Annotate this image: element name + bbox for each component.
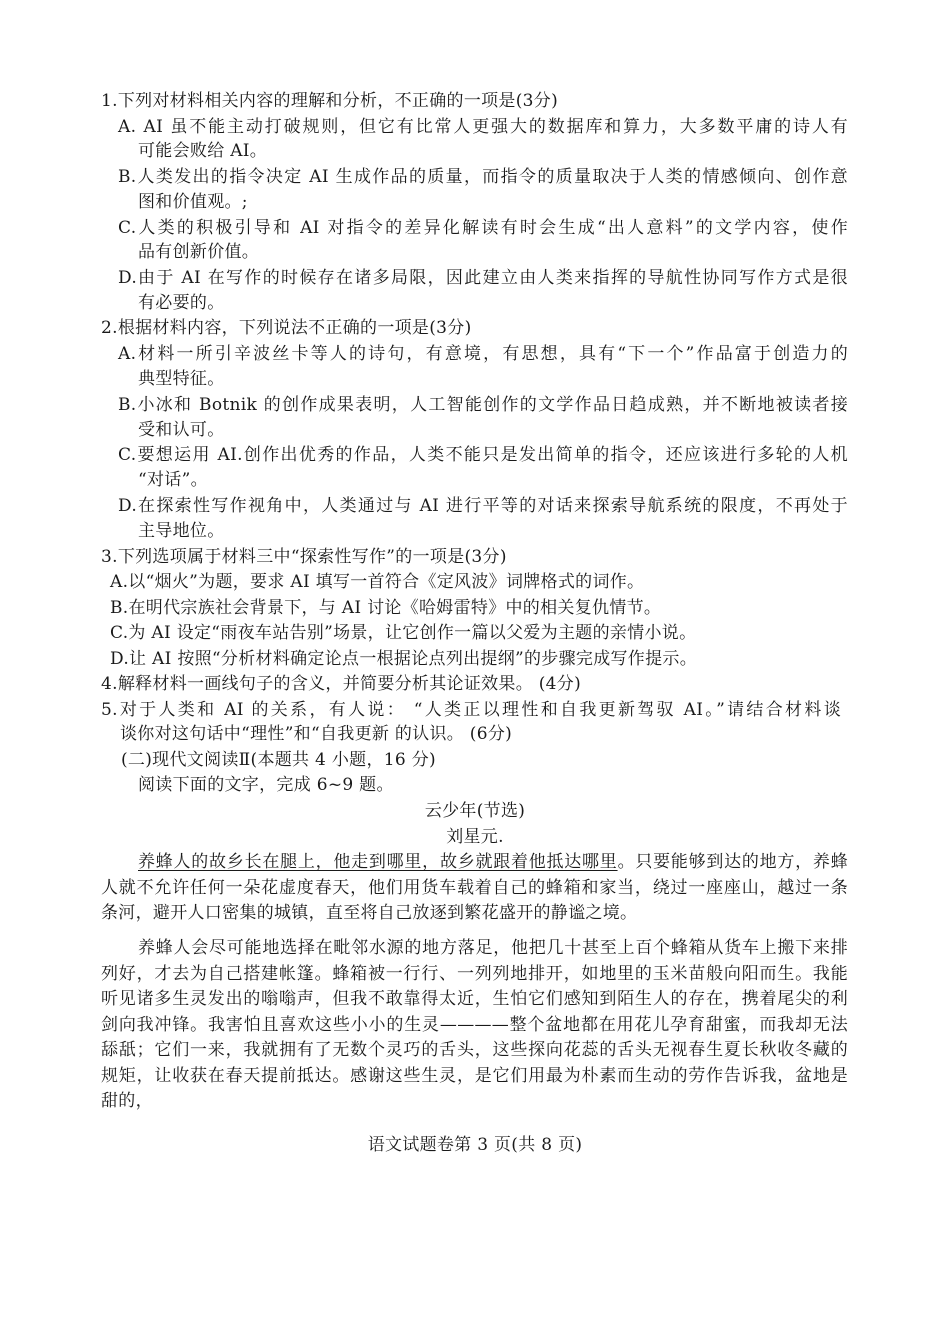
q2-option-c: C.要想运用 AI.创作出优秀的作品，人类不能只是发出简单的指令，还应该进行多轮的人机 [118,445,848,465]
q1-option-a-cont: 可能会败给 AI。 [138,141,268,161]
q1-stem: 1.下列对材料相关内容的理解和分析，不正确的一项是(3分) [101,91,558,111]
q3-option-a: A.以“烟火”为题，要求 AI 填写一首符合《定风波》词牌格式的词作。 [110,572,645,592]
q3-stem: 3.下列选项属于材料三中“探索性写作”的一项是(3分) [101,547,507,567]
paragraph-2-line-3: 听见诸多生灵发出的嗡嗡声，但我不敢靠得太近，生怕它们感知到陌生人的存在，携着尾尖的利 [101,989,848,1009]
section-heading: (二)现代文阅读Ⅱ(本题共 4 小题，16 分) [121,750,436,770]
underlined-sentence: 养蜂人的故乡长在腿上，他走到哪里，故乡就跟着他抵达哪里 [138,852,618,872]
paragraph-2-line-5: 舔舐；它们一来，我就拥有了无数个灵巧的舌头，这些探向花蕊的舌头无视春生夏长秋收冬藏的 [101,1040,848,1060]
q5-stem: 5.对于人类和 AI 的关系，有人说： “人类正以理性和自我更新驾驭 AI。”请结合材料谈 [101,700,841,720]
q2-option-b-cont: 受和认可。 [138,420,225,440]
reading-instruction: 阅读下面的文字，完成 6~9 题。 [138,775,394,795]
q1-option-c-cont: 品有创新价值。 [138,242,260,262]
q3-option-d: D.让 AI 按照“分析材料确定论点一根据论点列出提纲”的步骤完成写作提示。 [110,649,698,669]
article-author: 刘星元. [446,827,504,847]
q3-option-b: B.在明代宗族社会背景下，与 AI 讨论《哈姆雷特》中的相关复仇情节。 [110,598,662,618]
paragraph-2-line-2: 列好，才去为自己搭建帐篷。蜂箱被一行行、一列列地排开，如地里的玉米苗般向阳而生。我能 [101,964,848,984]
q2-stem: 2.根据材料内容，下列说法不正确的一项是(3分) [101,318,472,338]
q1-option-a: A. AI 虽不能主动打破规则，但它有比常人更强大的数据库和算力，大多数平庸的诗人有 [118,117,848,137]
q1-option-d: D.由于 AI 在写作的时候存在诸多局限，因此建立由人类来指挥的导航性协同写作方式是很 [118,268,848,288]
q2-option-d: D.在探索性写作视角中，人类通过与 AI 进行平等的对话来探索导航系统的限度，不再处于 [118,496,848,516]
q2-option-a: A.材料一所引辛波丝卡等人的诗句，有意境，有思想，具有“下一个”作品富于创造力的 [118,344,848,364]
paragraph-1-line-3: 条河，避开人口密集的城镇，直至将自己放逐到繁花盛开的静谧之境。 [101,903,638,923]
q2-option-a-cont: 典型特征。 [138,369,225,389]
article-title: 云少年(节选) [424,801,526,821]
paragraph-2-line-7: 甜的， [101,1091,153,1111]
paragraph-2-line-4: 剑向我冲锋。我害怕且喜欢这些小小的生灵————整个盆地都在用花儿孕育甜蜜，而我却无法 [101,1015,848,1035]
q1-option-b-cont: 图和价值观。; [138,192,248,212]
q1-option-d-cont: 有必要的。 [138,293,225,313]
paragraph-1-line-1 [138,850,848,874]
q2-option-d-cont: 主导地位。 [138,521,225,541]
paragraph-1-line-1-rest: 。只要能够到达的地方，养蜂 [617,852,848,872]
paragraph-2-line-6: 规矩，让收获在春天提前抵达。感谢这些生灵，是它们用最为朴素而生动的劳作告诉我，盆地是 [101,1066,848,1086]
paragraph-1-line-2: 人就不允许任何一朵花虚度春天，他们用货车载着自己的蜂箱和家当，绕过一座座山，越过一条 [101,878,848,898]
q1-option-c: C.人类的积极引导和 AI 对指令的差异化解读有时会生成“出人意料”的文学内容，使作 [118,218,848,238]
q2-option-c-cont: “对话”。 [138,470,208,490]
q5-stem-cont: 谈你对这句话中“理性”和“自我更新 的认识。 (6分) [120,724,513,744]
q2-option-b: B.小冰和 Botnik 的创作成果表明，人工智能创作的文学作品日趋成熟，并不断地被读者接 [118,395,848,415]
paragraph-2-line-1: 养蜂人会尽可能地选择在毗邻水源的地方落足，他把几十甚至上百个蜂箱从货车上搬下来排 [138,938,848,958]
q4-stem: 4.解释材料一画线句子的含义，并简要分析其论证效果。 (4分) [101,674,582,694]
page-footer: 语文试题卷第 3 页(共 8 页) [367,1135,583,1155]
q1-option-b: B.人类发出的指令决定 AI 生成作品的质量，而指令的质量取决于人类的情感倾向、创作意 [118,167,848,187]
q3-option-c: C.为 AI 设定“雨夜车站告别”场景，让它创作一篇以父爱为主题的亲情小说。 [110,623,697,643]
